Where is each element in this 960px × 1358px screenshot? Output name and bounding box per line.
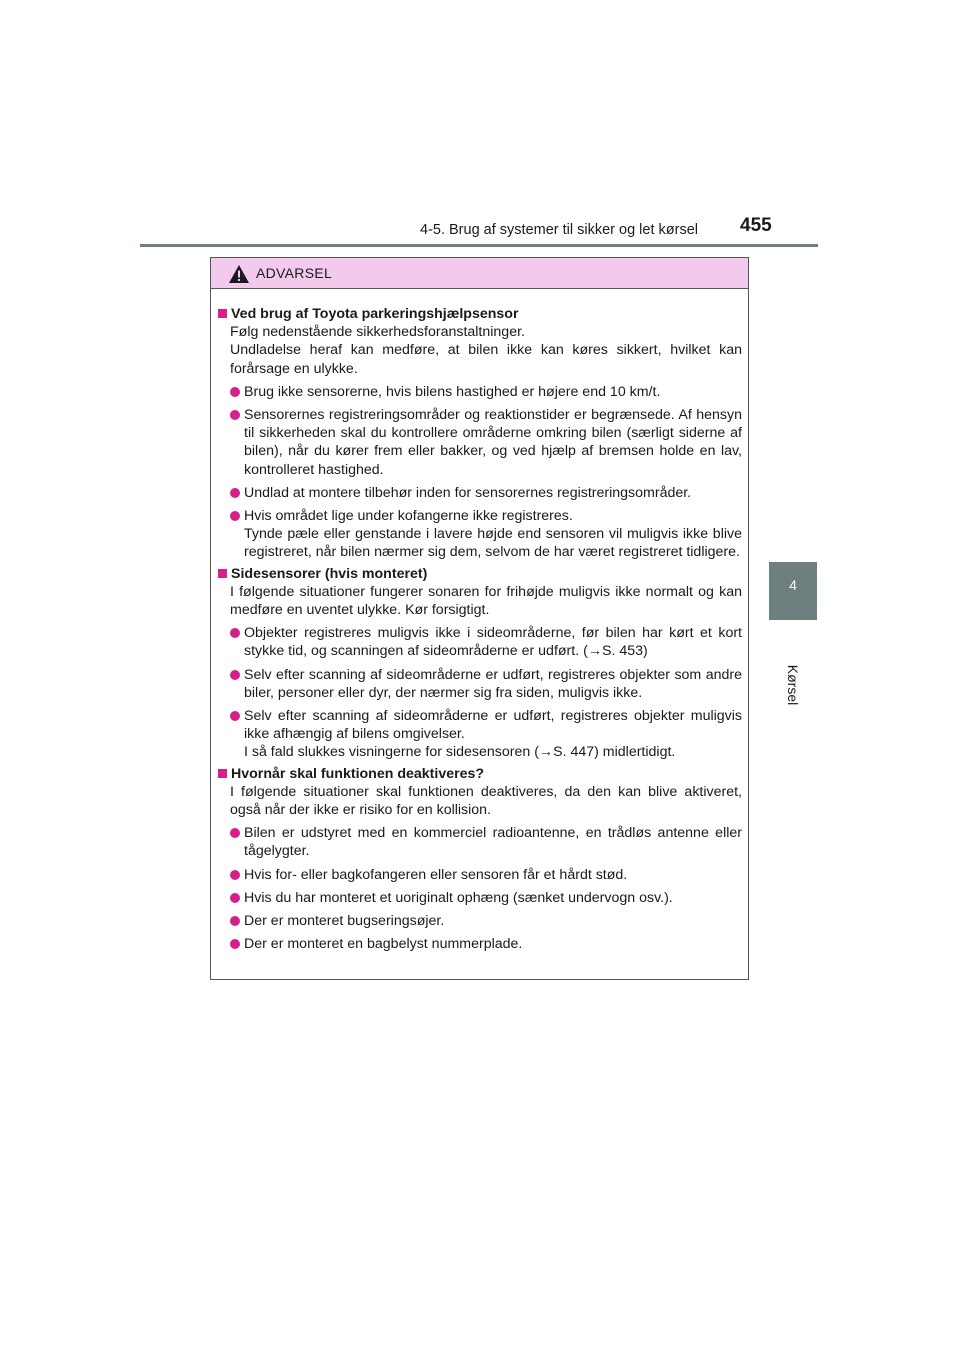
warning-triangle-icon [228, 264, 250, 284]
bullet-dot-icon [230, 870, 240, 880]
warning-header [211, 258, 748, 289]
list-item [218, 484, 742, 502]
bullet-dot-icon [230, 628, 240, 638]
list-item [218, 383, 742, 401]
section-heading [218, 565, 742, 583]
bullet-dot-icon [230, 488, 240, 498]
bullet-dot-icon [230, 711, 240, 721]
section-heading [218, 305, 742, 323]
page-number: 455 [740, 215, 772, 236]
list-item [218, 889, 742, 907]
bullet-dot-icon [230, 916, 240, 926]
warning-body [211, 289, 748, 954]
list-item-text: Bilen er udstyret med en kommerciel radioantenne, en trådløs antenne eller tågelygter. [244, 825, 742, 860]
list-item-text: I så fald slukkes visningerne for sidesensoren (→S. 447) midlertidigt. [244, 744, 676, 761]
list-item [218, 866, 742, 884]
header-rule [140, 244, 818, 247]
section-intro [218, 323, 742, 378]
list-item-text: Der er monteret bugseringsøjer. [244, 913, 445, 930]
list-item-text: Hvis du har monteret et uoriginalt ophæng (sænket undervogn osv.). [244, 889, 673, 906]
chapter-label-text: Kørsel [784, 664, 801, 706]
section-title: 4-5. Brug af systemer til sikker og let kørsel [420, 222, 698, 238]
list-item [218, 824, 742, 860]
square-bullet-icon [218, 309, 227, 318]
bullet-dot-icon [230, 410, 240, 420]
square-bullet-icon [218, 769, 227, 778]
bullet-dot-icon [230, 939, 240, 949]
section-heading-text: Hvornår skal funktionen deaktiveres? [231, 765, 485, 782]
list-item-text: Sensorernes registreringsområder og reaktionstider er begrænsede. Af hensyn til sikkerheden skal du kontrollere områderne omkring bilen (særligt siderne af bilen), når du kører frem eller bakker, og ved hjælp af bremsen holde en lav, kontrolleret hastighed. [244, 407, 742, 478]
square-bullet-icon [218, 569, 227, 578]
list-item-text: Undlad at montere tilbehør inden for sensorernes registreringsområder. [244, 484, 692, 501]
list-item-text: Tynde pæle eller genstande i lavere højde end sensoren vil muligvis ikke blive registreret, når bilen nærmer sig dem, selvom de har været registreret tidligere. [244, 526, 742, 561]
bullet-dot-icon [230, 828, 240, 838]
section-intro [218, 583, 742, 619]
intro-line: Følg nedenstående sikkerhedsforanstaltninger. [230, 324, 525, 341]
chapter-tab: 4 [769, 562, 817, 620]
list-item-text: Selv efter scanning af sideområderne er udført, registreres objekter som andre biler, personer eller dyr, der nærmer sig fra siden, muligvis ikke. [244, 666, 742, 701]
bullet-dot-icon [230, 387, 240, 397]
list-item-text: Brug ikke sensorerne, hvis bilens hastighed er højere end 10 km/t. [244, 383, 661, 400]
warning-box [210, 257, 749, 980]
chapter-label [771, 655, 815, 715]
warning-title: ADVARSEL [256, 265, 333, 281]
bullet-dot-icon [230, 893, 240, 903]
bullet-dot-icon [230, 670, 240, 680]
intro-line: Undladelse heraf kan medføre, at bilen ikke kan køres sikkert, hvilket kan forårsage en ulykke. [230, 342, 742, 377]
intro-line: I følgende situationer fungerer sonaren for frihøjde muligvis ikke normalt og kan medføre en uventet ulykke. Kør forsigtigt. [230, 583, 742, 619]
list-item-text: Objekter registreres muligvis ikke i sideområderne, før bilen har kørt et kort stykke tid, og scanningen af sideområderne er udført. (→S. 453) [244, 625, 742, 660]
section-heading [218, 765, 742, 783]
bullet-dot-icon [230, 511, 240, 521]
list-item [218, 666, 742, 702]
list-item-text: Der er monteret en bagbelyst nummerplade. [244, 936, 523, 953]
list-item [218, 912, 742, 930]
intro-line: I følgende situationer skal funktionen deaktiveres, da den kan blive aktiveret, også når der ikke er risiko for en kollision. [230, 783, 742, 819]
list-item [218, 624, 742, 660]
list-item-text: Selv efter scanning af sideområderne er udført, registreres objekter muligvis ikke afhængig af bilens omgivelser. [244, 708, 742, 743]
list-item [218, 406, 742, 479]
section-heading-text: Ved brug af Toyota parkeringshjælpsensor [231, 306, 519, 322]
section-intro [218, 783, 742, 819]
list-item-text: Hvis området lige under kofangerne ikke registreres. [244, 508, 573, 525]
list-item [218, 935, 742, 953]
section-heading-text: Sidesensorer (hvis monteret) [231, 565, 428, 582]
list-item [218, 507, 742, 562]
list-item [218, 707, 742, 762]
list-item-text: Hvis for- eller bagkofangeren eller sensoren får et hårdt stød. [244, 866, 628, 883]
